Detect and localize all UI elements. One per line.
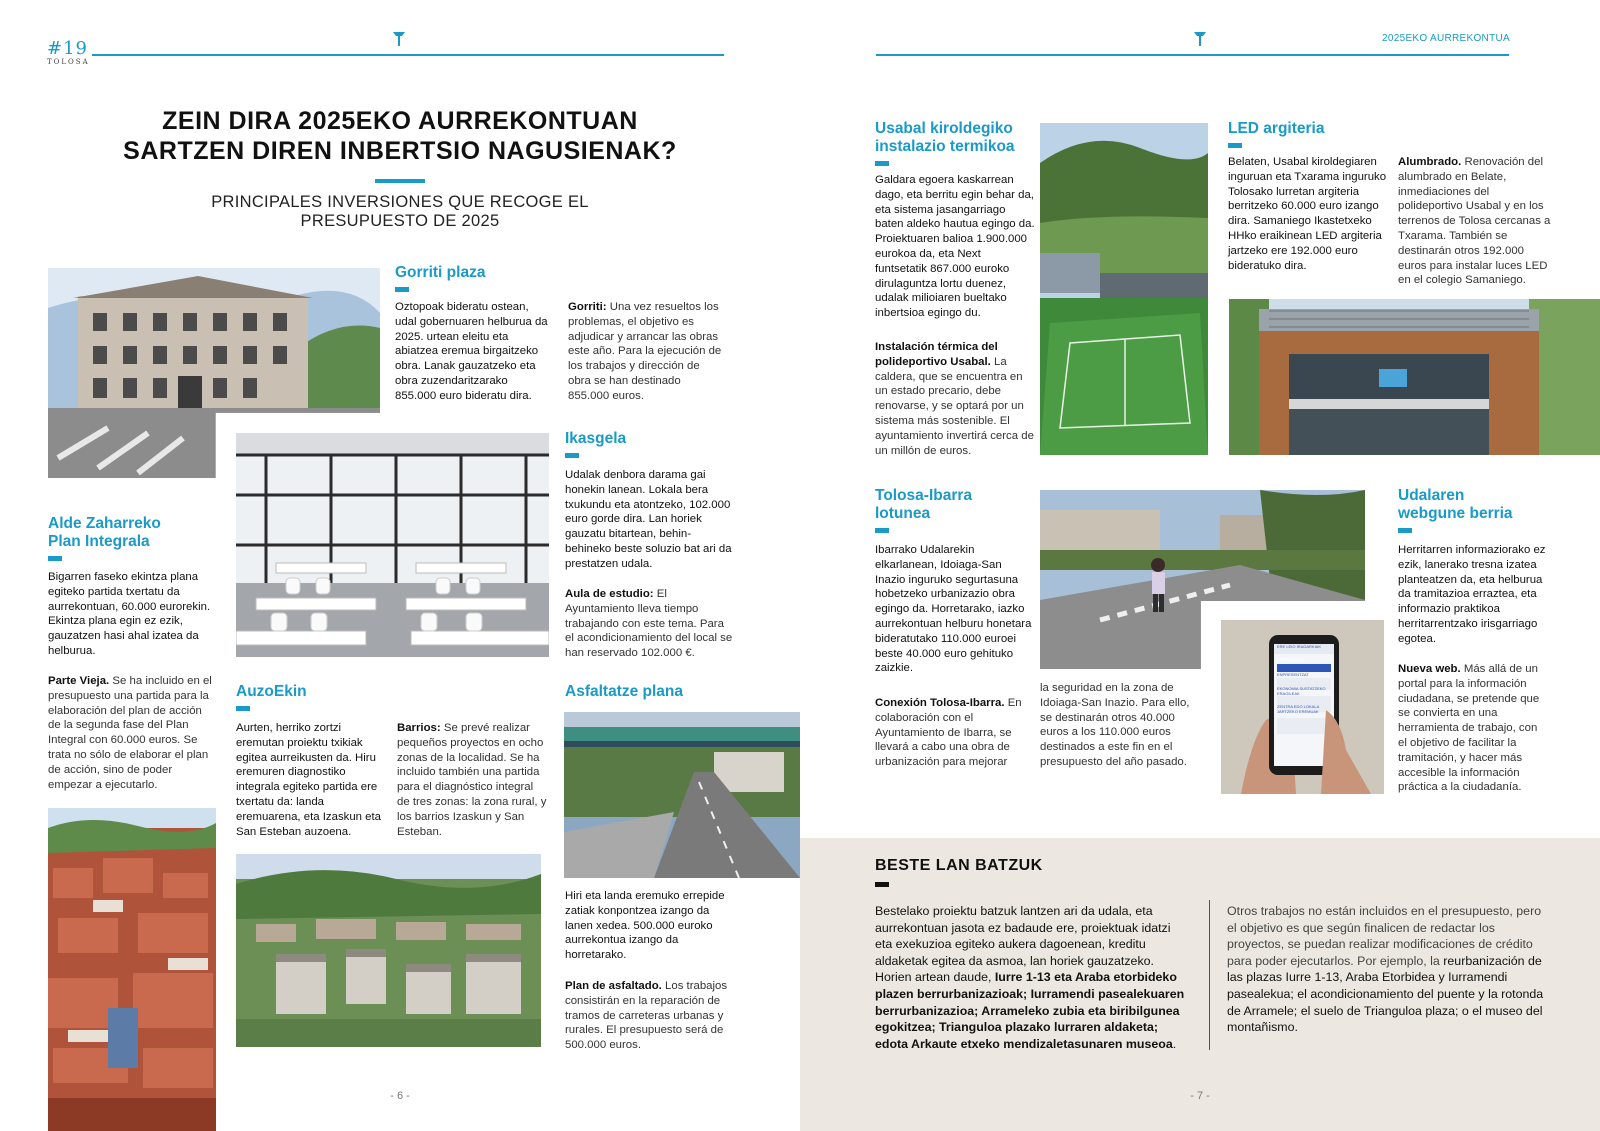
- page-number-left: - 6 -: [390, 1090, 410, 1102]
- led-es-body: Renovación del alumbrado en Belate, inmediaciones del polideportivo Usabal y en los terrenos de Tolosa cercanas a Txarama. También se destinarán otros 192.000 euros para instalar luces LED en el colegio Samaniego.: [1398, 156, 1551, 287]
- beste-eu-end: .: [1172, 1036, 1177, 1051]
- section-title-led: LED argiteria: [1228, 120, 1325, 137]
- auzoekin-es-label: Barrios:: [397, 722, 441, 734]
- section-title-alde-zaharreko: [48, 515, 161, 551]
- samaniego-school-photo: [1229, 299, 1600, 455]
- ikasgela-es-body: El Ayuntamiento lleva tiempo trabajando con este tema. Para el acondicionamiento del local se han reservado 102.000 €.: [565, 588, 733, 660]
- usabal-es-label: Instalación térmica del polideportivo Usabal.: [875, 341, 998, 368]
- section-header-title: 2025EKO AURREKONTUA: [1382, 33, 1510, 44]
- phone-screen-menu: [1277, 644, 1329, 714]
- tolosa-ibarra-es-label: Conexión Tolosa-Ibarra.: [875, 697, 1005, 709]
- section-title-line: Alde Zaharreko: [48, 515, 161, 532]
- header-rule-right: [876, 54, 1509, 56]
- usabal-text-eu: Galdara egoera kaskarrean dago, eta berritu egin behar da, eta sistema jasangarriago baten aldeko hautua egingo da. Proiektuaren balioa 1.900.000 eurokoa da, eta Next funtsetatik 867.000 euroko dirulaguntza lortu duenez, udalak milioiaren bueltako inbertsioa egingo du.: [875, 174, 1035, 320]
- page-subtitle: [100, 193, 700, 231]
- section-title-line: webgune berria: [1398, 505, 1513, 522]
- section-accent: [1228, 143, 1242, 148]
- section-title-line: Udalaren: [1398, 487, 1465, 504]
- section-accent: [875, 528, 889, 533]
- section-title-line: Plan Integrala: [48, 533, 150, 550]
- ikasgela-es-label: Aula de estudio:: [565, 588, 654, 600]
- gorriti-es-label: Gorriti:: [568, 301, 607, 313]
- usabal-sports-center-photo: [1040, 123, 1208, 455]
- auzoekin-text-es: [397, 721, 547, 839]
- title-divider: [375, 179, 425, 183]
- header-rule-left: [92, 54, 724, 56]
- beste-text-es: [1227, 903, 1552, 1036]
- section-accent: [236, 706, 250, 711]
- section-accent: [565, 453, 579, 458]
- usabal-es-body: La caldera, que se encuentra en un estado precario, debe renovarse, y se optará por un sistema más sostenible. El ayuntamiento invertirá cerca de un millón de euros.: [875, 355, 1034, 457]
- section-title-auzoekin: AuzoEkin: [236, 683, 307, 700]
- phone-menu-item: ZENTRA EDO LOKALA JARTZEKO EREMUAK: [1277, 704, 1320, 714]
- ikasgela-text-es: [565, 587, 735, 661]
- alde-text-es: [48, 674, 213, 792]
- beste-text-eu: [875, 903, 1190, 1052]
- page-subtitle-line: PRESUPUESTO DE 2025: [300, 212, 500, 230]
- section-title-web: [1398, 487, 1513, 523]
- gorriti-text-eu: Oztopoak bideratu ostean, udal gobernuaren helburua da 2025. urtean eleitu eta abiatzea eremua birgaitzeko obra. Lanak gauzatzeko eta obra zuzendaritzarako 855.000 euro bideratu dira.: [395, 301, 548, 402]
- section-title-beste-lan-batzuk: BESTE LAN BATZUK: [875, 857, 1043, 874]
- auzoekin-text-eu: Aurten, herriko zortzi eremutan proiektu txikiak egitea aurreikusten da. Hiru eremuren diagnostiko integrala egiteko partida ere txertatu da: landa eremuarena, eta Izaskun eta San Esteban auzoena.: [236, 722, 382, 838]
- alde-es-label: Parte Vieja.: [48, 675, 110, 687]
- asfaltatze-es-label: Plan de asfaltado.: [565, 980, 662, 992]
- alde-zaharra-aerial-photo: [48, 808, 216, 1131]
- page-title-line: SARTZEN DIREN INBERTSIO NAGUSIENAK?: [123, 137, 677, 165]
- section-title-line: instalazio termikoa: [875, 138, 1015, 155]
- section-accent: [875, 161, 889, 166]
- led-text-eu: Belaten, Usabal kiroldegiaren inguruan eta Txarama inguruko Tolosako lurretan argiteria berritzeko 60.000 euro izango dira. Samaniego Ikastetxeko HHko eraikinean LED argiteria jartzeko ere 192.000 euro bideratuko dira.: [1228, 156, 1387, 272]
- page-number-right: - 7 -: [1190, 1090, 1210, 1102]
- led-es-label: Alumbrado.: [1398, 156, 1462, 168]
- tolosa-ibarra-text-es-cont: la seguridad en la zona de Idoiaga-San Inazio. Para ello, se destinarán otros 40.000 euros a los 110.000 euros destinados a este fin en el presupuesto del año pasado.: [1040, 682, 1190, 768]
- section-title-line: lotunea: [875, 505, 931, 522]
- asfaltatze-text-eu: Hiri eta landa eremuko errepide zatiak konpontzea izango da lanen xedea. 500.000 euroko aurrekontua izango da horretarako.: [565, 890, 725, 962]
- section-title-tolosa-ibarra: [875, 487, 972, 523]
- issue-number: #19: [47, 38, 88, 59]
- web-text-es: [1398, 662, 1548, 795]
- gorriti-es-body: Una vez resueltos los problemas, el objetivo es adjudicar y arrancar las obras este año. Para la ejecución de los trabajos y dirección de obra se han destinado 855.000 euros.: [568, 301, 722, 402]
- tolosa-emblem-icon: [392, 31, 406, 47]
- tolosa-emblem-icon: [1193, 31, 1207, 47]
- section-title-ikasgela: Ikasgela: [565, 430, 627, 447]
- section-accent: [48, 556, 62, 561]
- usabal-text-es: [875, 340, 1035, 458]
- asfaltatze-text-es: [565, 979, 730, 1053]
- section-title-line: Usabal kiroldegiko: [875, 120, 1013, 137]
- auzoekin-es-body: Se prevé realizar pequeños proyectos en ocho zonas de la localidad. Se ha incluido también una partida para el diagnóstico integral de tres zonas: la zona rural, y los barrios Izaskun y San Esteban.: [397, 722, 547, 838]
- town-label: TOLOSA: [47, 58, 90, 66]
- column-divider: [1209, 900, 1210, 1050]
- page-subtitle-line: PRINCIPALES INVERSIONES QUE RECOGE EL: [211, 193, 589, 211]
- ikasgela-text-eu: Udalak denbora darama gai honekin lanean. Lokala bera txukundu eta atontzeko, 102.000 euro gorde dira. Lan horiek gauzatu bitartean, behin-behineko beste soluzio bat ari da prestatzen udala.: [565, 469, 732, 570]
- section-title-asfaltatze: Asfaltatze plana: [565, 683, 684, 700]
- tolosa-ibarra-text-eu: Ibarrako Udalarekin elkarlanean, Idoiaga-San Inazio inguruko segurtasuna hobetzeko urbanizazio obra egingo da. Horretarako, iazko aurrekontuan helburu honetara bideratutako 110.000 euroei beste 40.000 euro gehituko zaizkie.: [875, 544, 1032, 675]
- gorriti-text-es: [568, 300, 723, 404]
- led-text-es: [1398, 155, 1553, 288]
- phone-menu-item: ENPRESENTZAT: [1277, 672, 1309, 677]
- phone-menu-header: ERE LEIO IRAGARKIAK: [1277, 644, 1322, 649]
- page-title-line: ZEIN DIRA 2025EKO AURREKONTUAN: [162, 107, 638, 135]
- beste-es-plain: Otros trabajos no están incluidos en el presupuesto, pero el objetivo es que según finalicen de redactar los proyectos, se puedan realizar modificaciones de crédito para poder ejecutarlos. Por ejemplo, la: [1227, 904, 1542, 968]
- asfaltatze-es-body: Los trabajos consistirán en la reparación de tramos de carreteras urbanas y rurales. El presupuesto será de 500.000 euros.: [565, 980, 728, 1052]
- beste-es-bold: reurbanización de las plazas Iurre 1-13, Araba Etorbidea y Iurramendi pasealekua; el acondicionamiento del puente y la rotonda de Arramele; el suelo de Trianguloa plaza; o el museo del montañismo.: [1227, 953, 1544, 1035]
- tolosa-ibarra-text-es: [875, 696, 1030, 770]
- web-text-eu: Herritarren informaziorako ez ezik, lanerako tresna izatea planteatzen da, eta helburua da tramitazioa erraztea, eta informazio praktikoa herritarrentzako irisgarriago egotea.: [1398, 544, 1546, 645]
- alde-es-body: Se ha incluido en el presupuesto una partida para la elaboración del plan de acción de la segunda fase del Plan Integral con 60.000 euros. Se trata no sólo de elaborar el plan de acción, sino de poder empezar a ejecutarlo.: [48, 675, 212, 791]
- asfaltatze-road-photo: [564, 712, 800, 878]
- section-accent: [875, 882, 889, 887]
- auzoekin-town-aerial-photo: [236, 854, 541, 1047]
- alde-text-eu: Bigarren faseko ekintza plana egiteko partida txertatu da aurrekontuan, 60.000 eurorekin. Ekintza plana egin ez ezik, gauzatzen hasi ahal izatea da helburua.: [48, 571, 211, 657]
- section-title-gorriti: Gorriti plaza: [395, 264, 486, 281]
- beste-eu-plain: Bestelako proiektu batzuk lantzen ari da udala, eta aurrekontuan jasota ez badaude ere, proiektuak idatzi eta exekuzioa egiteko aukera dagoenean, kreditu aldaketak egitea da asmoa, lan horiek gauzatzeko. Horien artean daude,: [875, 904, 1171, 985]
- section-title-line: Tolosa-Ibarra: [875, 487, 973, 504]
- web-es-body: Más allá de un portal para la información ciudadana, se pretende que se convierta en una herramienta de trabajo, con el objetivo de facilitar la tramitación, y hacer más accesible la información práctica a la ciudadanía.: [1398, 663, 1540, 794]
- web-es-label: Nueva web.: [1398, 663, 1461, 675]
- phone-menu-item: EKONOMIA SUSTATZEKO ERAGILEAK: [1277, 686, 1326, 696]
- section-accent: [1398, 528, 1412, 533]
- phone-menu-item: ETXEBILERAK: [1277, 657, 1305, 662]
- section-title-usabal: [875, 120, 1015, 156]
- ikasgela-classroom-photo: [236, 433, 549, 657]
- page-title: [60, 106, 740, 166]
- section-accent: [395, 287, 409, 292]
- beste-eu-bold: Iurre 1-13 eta Araba etorbideko plazen berrurbanizazioak; Iurramendi pasealekuaren berrurbanizazioa; Arrameleko zubia eta biribilgunea egokitzea; Trianguloa plazako lurraren aldaketa; edota Arkaute etxeko mendizaletasunaren museoa: [875, 970, 1185, 1051]
- tolosa-ibarra-es-body: En colaboración con el Ayuntamiento de Ibarra, se llevará a cabo una obra de urbanización para mejorar: [875, 697, 1022, 769]
